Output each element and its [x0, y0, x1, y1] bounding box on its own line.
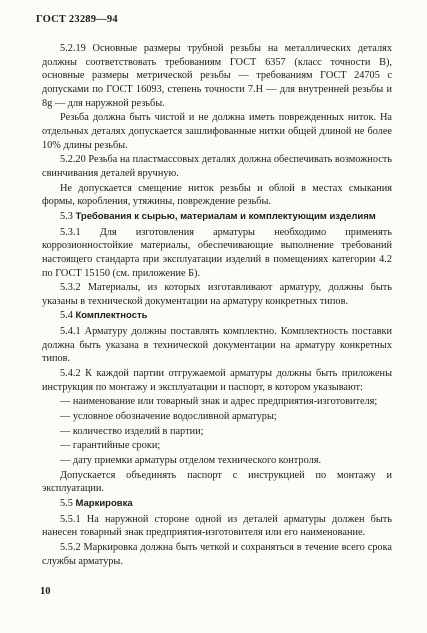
paragraph-5-5-2: 5.5.2 Маркировка должна быть четкой и сохраняться в течение всего срока службы арматуры. [42, 541, 392, 567]
document-code-header: ГОСТ 23289—94 [36, 14, 118, 25]
section-number: 5.3 [60, 210, 73, 222]
section-title: Требования к сырью, материалам и комплектующим изделиям [75, 210, 376, 222]
section-heading-5-5 [42, 497, 392, 511]
list-item: — количество изделий в партии; [60, 425, 204, 437]
paragraph-5-2-19: 5.2.19 Основные размеры трубной резьбы на металлических деталях должны соответствовать требованиям ГОСТ 6357 (класс точности В), основные размеры метрической резьбы — требованиям ГОСТ 24705 с допусками по ГОСТ 16093, степень точности 7.Н — для внутренней резьбы и 8g — для наружной резьбы. [42, 43, 392, 109]
section-number: 5.5 [60, 498, 73, 509]
list-item: — наименование или товарный знак и адрес предприятия-изготовителя; [60, 396, 378, 408]
document-body [42, 42, 392, 569]
paragraph-thread-quality: Резьба должна быть чистой и не должна иметь поврежденных ниток. На отдельных деталях допускается зашлифованные нитки общей длиной не более 10% длины резьбы. [42, 112, 392, 151]
list-item: — условное обозначение водосливной арматуры; [60, 411, 277, 423]
section-title: Маркировка [75, 498, 133, 509]
section-heading-5-3 [42, 210, 392, 224]
list-item: — дату приемки арматуры отделом технического контроля. [60, 455, 322, 467]
paragraph-5-2-20: 5.2.20 Резьба на пластмассовых деталях должна обеспечивать возможность свинчивания деталей вручную. [42, 154, 392, 179]
section-number: 5.4 [60, 310, 73, 322]
list-item: — гарантийные сроки; [60, 440, 161, 452]
page-number: 10 [40, 586, 51, 597]
paragraph-5-4-1: 5.4.1 Арматуру должны поставлять комплектно. Комплектность поставки должна быть указана в технической документации на арматуру конкретных типов. [42, 326, 392, 365]
section-heading-5-4 [42, 309, 392, 323]
section-title: Комплектность [75, 310, 148, 322]
paragraph-5-3-1: 5.3.1 Для изготовления арматуры необходимо применять коррозионностойкие материалы, обеспечивающие выполнение требований настоящего стандарта при эксплуатации изделий в помещениях категории 4.2 по ГОСТ 15150 (см. приложение Б). [42, 226, 392, 279]
paragraph-5-3-2: 5.3.2 Материалы, из которых изготавливают арматуру, должны быть указаны в технической документации на арматуру конкретных типов. [42, 282, 392, 307]
paragraph-5-5-1: 5.5.1 На наружной стороне одной из деталей арматуры должен быть нанесен товарный знак предприятия-изготовителя или его наименование. [42, 513, 392, 539]
paragraph-5-4-2: 5.4.2 К каждой партии отгружаемой арматуры должны быть приложены инструкция по монтажу и эксплуатации и паспорт, в котором указывают: [42, 368, 392, 393]
paragraph-thread-defects: Не допускается смещение ниток резьбы и облой в местах смыкания формы, коробления, утяжины, повреждение резьбы. [42, 182, 392, 208]
paragraph-passport-combining: Допускается объединять паспорт с инструкцией по монтажу и эксплуатации. [42, 469, 392, 495]
